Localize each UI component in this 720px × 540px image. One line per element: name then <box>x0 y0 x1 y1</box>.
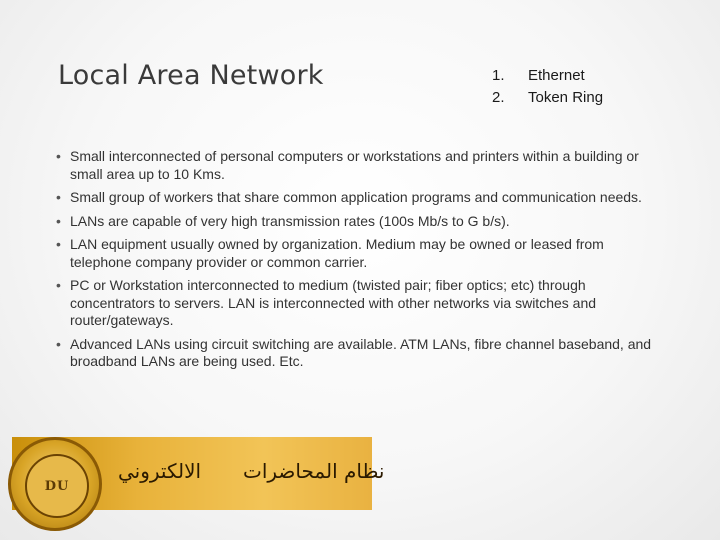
footer-arabic-text-2: نظام المحاضرات <box>243 459 385 483</box>
bullet-item: • LAN equipment usually owned by organization. Medium may be owned or leased from telephone company provider or common carrier. <box>56 236 668 271</box>
numbered-list <box>492 65 603 109</box>
bullet-item: • Advanced LANs using circuit switching are available. ATM LANs, fibre channel baseband, and broadband LANs are being used. Etc. <box>56 336 668 371</box>
numbered-list-item <box>492 87 603 109</box>
list-number: 1. <box>492 67 505 84</box>
seal-inner <box>25 454 89 518</box>
list-item-text: Token Ring <box>528 89 604 106</box>
numbered-list-item <box>492 65 603 87</box>
footer-arabic-text-1: الالكتروني <box>118 459 202 483</box>
bullet-item: • PC or Workstation interconnected to medium (twisted pair; fiber optics; etc) through concentrators to servers. LAN is interconnected with other networks via switches and router/gateways. <box>56 277 668 330</box>
bullet-list <box>56 148 668 377</box>
university-seal-icon <box>8 437 102 531</box>
seal-text: DU <box>44 478 70 494</box>
bullet-item: • LANs are capable of very high transmission rates (100s Mb/s to G b/s). <box>56 213 668 231</box>
list-number: 2. <box>492 89 505 106</box>
slide-title: Local Area Network <box>58 60 324 91</box>
bullet-item: • Small group of workers that share common application programs and communication needs. <box>56 189 668 207</box>
list-item-text: Ethernet <box>528 67 585 84</box>
bullet-item: • Small interconnected of personal computers or workstations and printers within a building or small area up to 10 Kms. <box>56 148 668 183</box>
